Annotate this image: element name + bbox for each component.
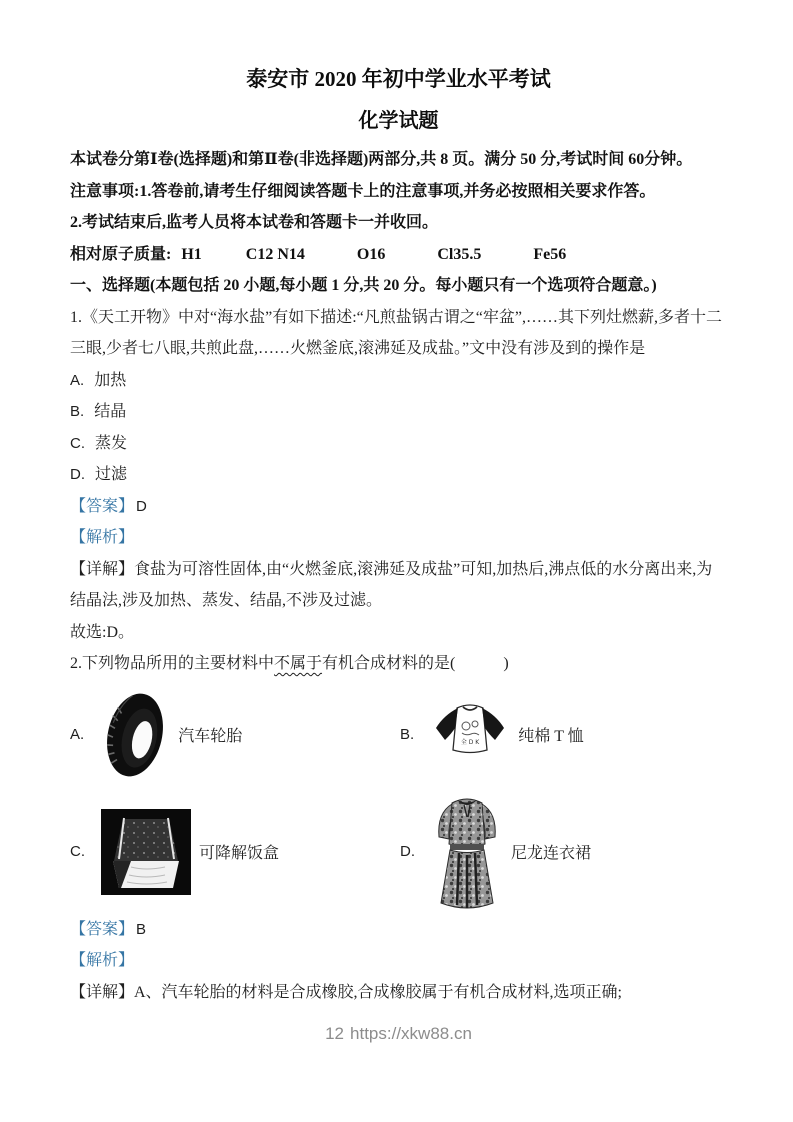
q2-option-b-caption: 纯棉 T 恤: [518, 728, 584, 745]
q1-option-b: [70, 396, 727, 428]
q2-answer-value: B: [136, 920, 147, 938]
q2-option-b-letter: B.: [400, 726, 415, 743]
q1-option-d-text: 过滤: [95, 466, 128, 483]
q2-option-d-letter: D.: [400, 843, 415, 860]
page-number: 12: [325, 1024, 345, 1043]
q1-answer-line: [70, 491, 727, 523]
doc-title: 泰安市 2020 年初中学业水平考试: [246, 67, 551, 91]
notice-line-1: 注意事项:1.答卷前,请考生仔细阅读答题卡上的注意事项,并务必按照相关要求作答。: [70, 182, 656, 200]
q2-option-d: [400, 791, 727, 913]
q2-stem-prefix: 2.下列物品所用的主要材料中: [70, 655, 275, 672]
q2-option-c: [70, 809, 400, 895]
atomic-mass-c-n: C12 N14: [245, 245, 305, 263]
q2-option-b: [400, 700, 727, 770]
q2-stem-suffix: 有机合成材料的是( ): [322, 655, 509, 672]
atomic-mass-label: 相对原子质量:: [70, 245, 172, 263]
atomic-mass-h: H1: [181, 245, 202, 263]
atomic-mass-o: O16: [356, 245, 386, 263]
q1-option-b-letter: B.: [70, 403, 85, 420]
q2-detail: 【详解】A、汽车轮胎的材料是合成橡胶,合成橡胶属于有机合成材料,选项正确;: [70, 983, 623, 1001]
q2-option-c-letter: C.: [70, 843, 85, 860]
q1-option-d-letter: D.: [70, 466, 85, 483]
q1-option-b-text: 结晶: [94, 403, 127, 420]
q2-options-row-2: [70, 790, 727, 914]
q1-option-c-letter: C.: [70, 434, 85, 452]
section-heading: 一、选择题(本题包括 20 小题,每小题 1 分,共 20 分。每小题只有一个选项符合题意。): [70, 277, 657, 294]
q2-option-a-caption: 汽车轮胎: [178, 728, 243, 745]
answer-tag: 【答案】: [70, 920, 135, 938]
q1-option-c: [70, 428, 727, 460]
q1-option-c-text: 蒸发: [95, 434, 128, 452]
watermark-url: https://xkw88.cn: [350, 1024, 472, 1043]
exam-intro: 本试卷分第Ⅰ卷(选择题)和第Ⅱ卷(非选择题)两部分,共 8 页。满分 50 分,考试时间 60分钟。: [70, 151, 693, 168]
q2-stem-underlined: 不属于: [274, 655, 323, 672]
atomic-mass-fe: Fe56: [533, 245, 567, 263]
atomic-mass-cl: Cl35.5: [437, 245, 482, 263]
q1-analysis-line: [70, 522, 727, 554]
page-footer: [70, 1024, 727, 1044]
q1-stem: 1.《天工开物》中对“海水盐”有如下描述:“凡煎盐锅古谓之“牢盆”,……其下列灶燃薪,多者十二三眼,少者七八眼,共煎此盘,……火燃釜底,滚沸延及成盐。”文中没有涉及到的操作是: [70, 308, 722, 357]
q2-option-d-caption: 尼龙连衣裙: [511, 845, 592, 862]
q1-option-d: [70, 459, 727, 491]
q1-conclusion: 故选:D。: [70, 623, 135, 641]
q2-option-a: [70, 688, 400, 782]
q2-analysis-line: [70, 945, 727, 977]
doc-subtitle: 化学试题: [358, 110, 439, 132]
analysis-tag: 【解析】: [70, 529, 135, 546]
car-tire-image: [100, 688, 170, 782]
q1-option-a: [70, 365, 727, 397]
q2-options-row-1: [70, 680, 727, 790]
q2-option-a-letter: A.: [70, 726, 85, 743]
nylon-dress-image: [431, 791, 503, 913]
svg-text:全 D K: 全 D K: [461, 738, 480, 746]
q1-answer-value: D: [136, 497, 147, 515]
q1-detail: 【详解】食盐为可溶性固体,由“火燃釜底,滚沸延及成盐”可知,加热后,沸点低的水分离出来,为结晶法,涉及加热、蒸发、结晶,不涉及过滤。: [70, 560, 713, 609]
q2-answer-line: [70, 914, 727, 946]
q1-option-a-letter: A.: [70, 371, 85, 389]
notice-line-2: 2.考试结束后,监考人员将本试卷和答题卡一并收回。: [70, 214, 439, 231]
analysis-tag: 【解析】: [70, 952, 135, 969]
q1-option-a-text: 加热: [94, 371, 127, 389]
answer-tag: 【答案】: [70, 497, 135, 515]
q2-stem: [70, 648, 727, 680]
degradable-lunch-box-image: [101, 809, 191, 895]
atomic-mass-line: [70, 239, 727, 271]
q2-option-c-caption: 可降解饭盒: [199, 845, 280, 862]
cotton-t-shirt-image: [430, 700, 510, 770]
